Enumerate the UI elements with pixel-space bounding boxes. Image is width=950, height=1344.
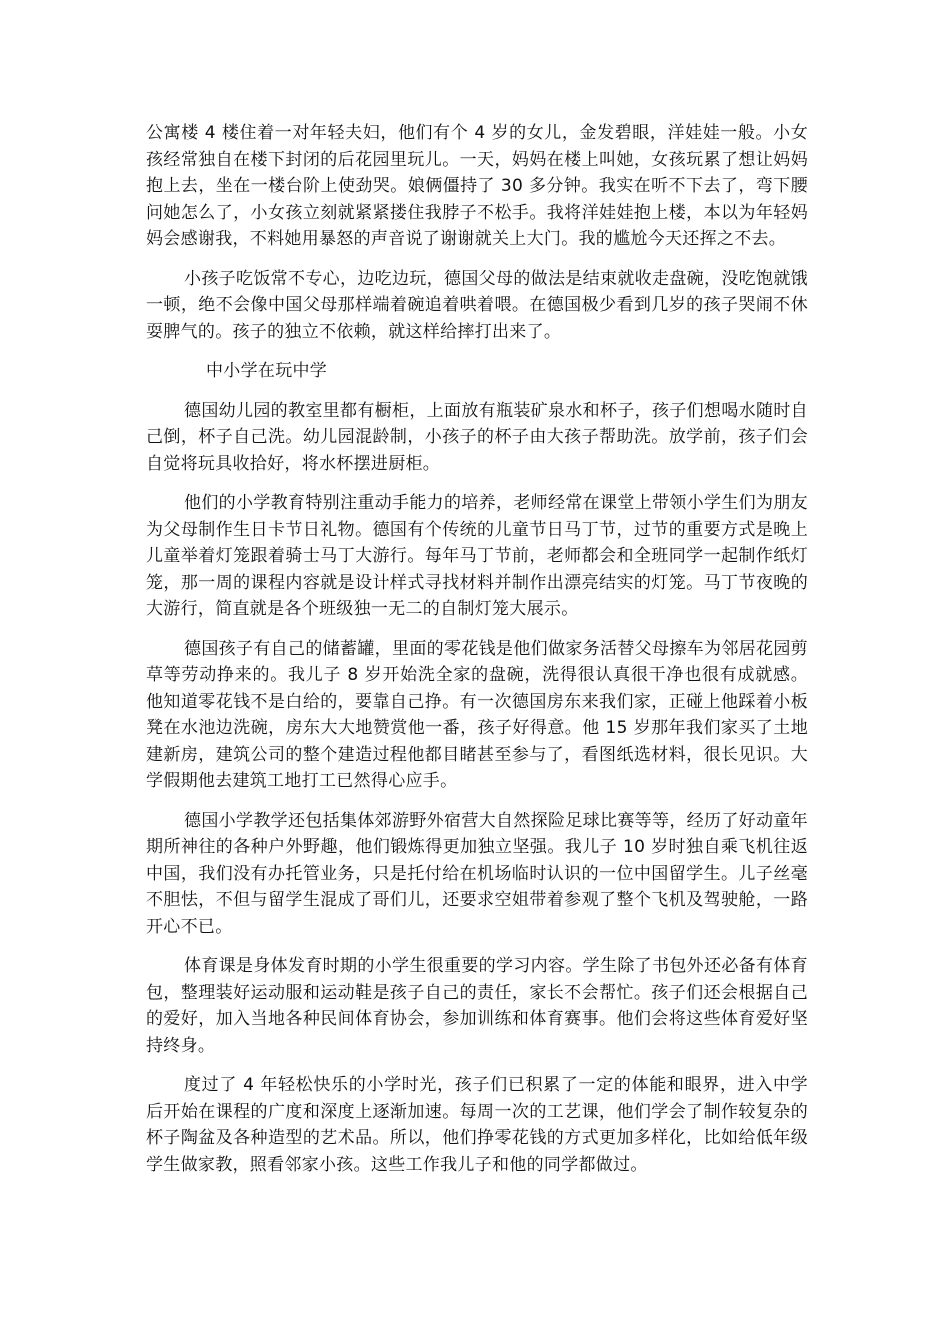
paragraph-apartment-story: 公寓楼 4 楼住着一对年轻夫妇，他们有个 4 岁的女儿，金发碧眼，洋娃娃一般。小女孩经常独自在楼下封闭的后花园里玩儿。一天，妈妈在楼上叫她，女孩玩累了想让妈妈抱上去，坐在一楼台阶上使劲哭。娘俩僵持了 30 多分钟。我实在听不下去了，弯下腰问她怎么了，小女孩立刻就紧紧搂住我脖子不松手。我将洋娃娃抱上楼，本以为年轻妈妈会感谢我，不料她用暴怒的声音说了谢谢就关上大门。我的尴尬今天还挥之不去。: [146, 123, 808, 249]
paragraph-kindergarten: 德国幼儿园的教室里都有橱柜，上面放有瓶装矿泉水和杯子，孩子们想喝水随时自己倒，杯子自己洗。幼儿园混龄制，小孩子的杯子由大孩子帮助洗。放学前，孩子们会自觉将玩具收拾好，将水杯摆进厨柜。: [146, 400, 808, 474]
paragraph-physical-education: 体育课是身体发育时期的小学生很重要的学习内容。学生除了书包外还必备有体育包，整理装好运动服和运动鞋是孩子自己的责任，家长不会帮忙。孩子们还会根据自己的爱好，加入当地各种民间体育协会，参加训练和体育赛事。他们会将这些体育爱好坚持终身。: [146, 956, 808, 1056]
paragraph-pocket-money: 德国孩子有自己的储蓄罐，里面的零花钱是他们做家务活替父母擦车为邻居花园剪草等劳动挣来的。我儿子 8 岁开始洗全家的盘碗，洗得很认真很干净也很有成就感。他知道零花钱不是白给的，要靠自己挣。有一次德国房东来我们家，正碰上他踩着小板凳在水池边洗碗，房东大大地赞赏他一番，孩子好得意。他 15 岁那年我们家买了土地建新房，建筑公司的整个建造过程他都目睹甚至参与了，看图纸选材料，很长见识。大学假期他去建筑工地打工已然得心应手。: [146, 638, 808, 791]
paragraph-primary-handcraft: 他们的小学教育特别注重动手能力的培养，老师经常在课堂上带领小学生们为朋友为父母制作生日卡节日礼物。德国有个传统的儿童节日马丁节，过节的重要方式是晚上儿童举着灯笼跟着骑士马丁大游行。每年马丁节前，老师都会和全班同学一起制作纸灯笼，那一周的课程内容就是设计样式寻找材料并制作出漂亮结实的灯笼。马丁节夜晚的大游行，简直就是各个班级独一无二的自制灯笼大展示。: [146, 493, 808, 619]
paragraph-outdoor-activities: 德国小学教学还包括集体郊游野外宿营大自然探险足球比赛等等，经历了好动童年期所神往的各种户外野趣，他们锻炼得更加独立坚强。我儿子 10 岁时独自乘飞机往返中国，我们没有办托管业务，只是托付给在机场临时认识的一位中国留学生。儿子丝毫不胆怯，不但与留学生混成了哥们儿，还要求空姐带着参观了整个飞机及驾驶舱，一路开心不已。: [146, 810, 808, 937]
paragraph-eating-habits: 小孩子吃饭常不专心，边吃边玩，德国父母的做法是结束就收走盘碗，没吃饱就饿一顿，绝不会像中国父母那样端着碗追着哄着喂。在德国极少看到几岁的孩子哭闹不休耍脾气的。孩子的独立不依赖，就这样给摔打出来了。: [146, 268, 808, 342]
paragraph-middle-school: 度过了 4 年轻松快乐的小学时光，孩子们已积累了一定的体能和眼界，进入中学后开始在课程的广度和深度上逐渐加速。每周一次的工艺课，他们学会了制作较复杂的杯子陶盆及各种造型的艺术品。所以，他们挣零花钱的方式更加多样化，比如给低年级学生做家教，照看邻家小孩。这些工作我儿子和他的同学都做过。: [146, 1075, 808, 1175]
document-page: [146, 120, 808, 1191]
section-heading: 中小学在玩中学: [206, 361, 328, 381]
